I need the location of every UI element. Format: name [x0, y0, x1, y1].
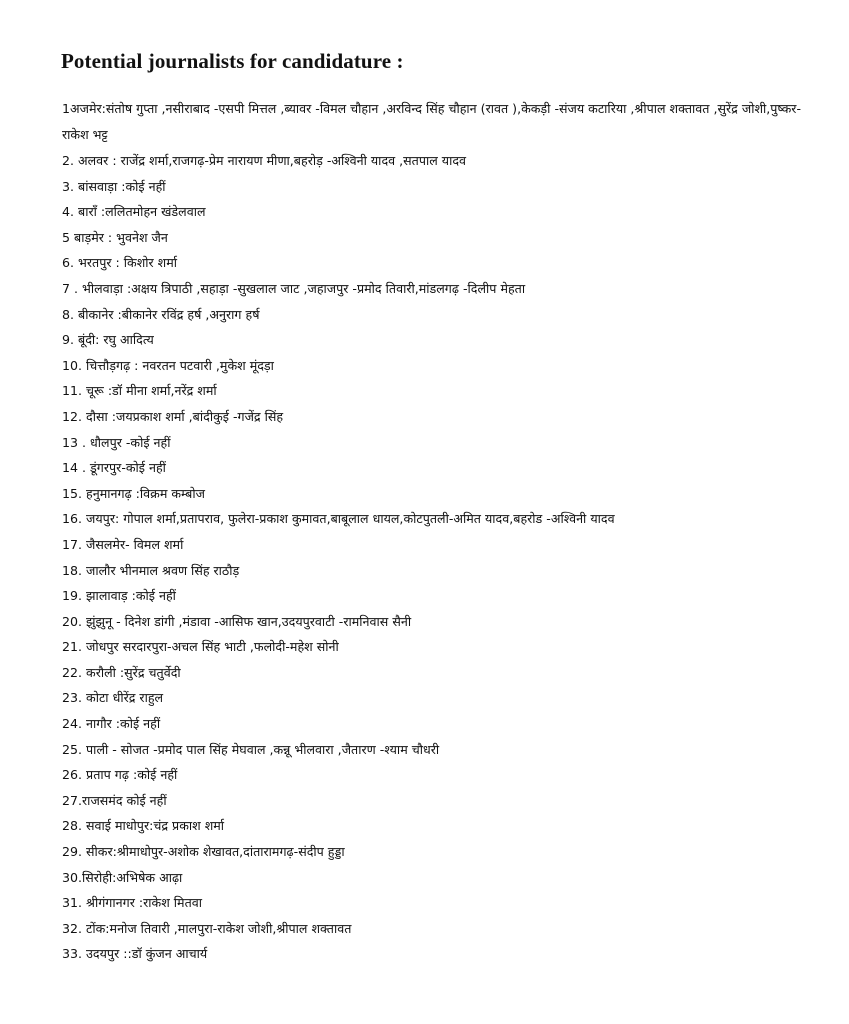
list-item: 24. नागौर :कोई नहीं — [62, 716, 161, 732]
list-item: 8. बीकानेर :बीकानेर रविंद्र हर्ष ,अनुराग हर्ष — [62, 306, 260, 322]
document-title: Potential journalists for candidature : — [61, 49, 404, 73]
list-item: 25. पाली - सोजत -प्रमोद पाल सिंह मेघवाल ,कन्नू भीलवारा ,जैतारण -श्याम चौधरी — [62, 741, 440, 757]
list-item: 23. कोटा धीरेंद्र राहुल — [62, 690, 164, 706]
list-item: 32. टोंक:मनोज तिवारी ,मालपुरा-राकेश जोशी,श्रीपाल शक्तावत — [62, 920, 352, 936]
candidate-list — [62, 96, 822, 967]
list-item: 13 . धौलपुर -कोई नहीं — [62, 434, 171, 450]
list-item: 18. जालौर भीनमाल श्रवण सिंह राठौड़ — [62, 562, 240, 578]
list-item: 30.सिरोही:अभिषेक आढ़ा — [62, 869, 183, 885]
list-item: 21. जोधपुर सरदारपुरा-अचल सिंह भाटी ,फलोदी-महेश सोनी — [62, 639, 339, 655]
list-item: 16. जयपुर: गोपाल शर्मा,प्रतापराव, फुलेरा-प्रकाश कुमावत,बाबूलाल धायल,कोटपुतली-अमित यादव,बहरोड -अश्विनी यादव — [62, 511, 615, 527]
list-item: 9. बूंदी: रघु आदित्य — [62, 332, 154, 348]
list-item: 7 . भीलवाड़ा :अक्षय त्रिपाठी ,सहाड़ा -सुखलाल जाट ,जहाजपुर -प्रमोद तिवारी,मांडलगढ़ -दिलीप मेहता — [62, 280, 526, 296]
list-item: 15. हनुमानगढ़ :विक्रम कम्बोज — [62, 485, 205, 501]
list-item: 3. बांसवाड़ा :कोई नहीं — [62, 178, 166, 194]
list-item: 11. चूरू :डॉ मीना शर्मा,नरेंद्र शर्मा — [62, 383, 217, 399]
list-item: 10. चित्तौड़गढ़ : नवरतन पटवारी ,मुकेश मूंदड़ा — [62, 357, 274, 373]
list-item: 1अजमेर:संतोष गुप्ता ,नसीराबाद -एसपी मित्तल ,ब्यावर -विमल चौहान ,अरविन्द सिंह चौहान (रावत ),केकड़ी -संजय कटारिया ,श्रीपाल शक्तावत ,सुरेंद्र जोशी,पुष्कर-राकेश भट्ट — [62, 101, 801, 142]
list-item: 14 . डूंगरपुर-कोई नहीं — [62, 460, 166, 476]
list-item: 33. उदयपुर ::डॉ कुंजन आचार्य — [62, 946, 208, 962]
list-item: 22. करौली :सुरेंद्र चतुर्वेदी — [62, 664, 181, 680]
list-item: 20. झुंझुनू - दिनेश डांगी ,मंडावा -आसिफ खान,उदयपुरवाटी -रामनिवास सैनी — [62, 613, 412, 629]
list-item: 2. अलवर : राजेंद्र शर्मा,राजगढ़-प्रेम नारायण मीणा,बहरोड़ -अश्विनी यादव ,सतपाल यादव — [62, 153, 467, 168]
list-item: 28. सवाई माधोपुर:चंद्र प्रकाश शर्मा — [62, 818, 225, 834]
list-item: 31. श्रीगंगानगर :राकेश मितवा — [62, 895, 203, 911]
list-item: 17. जैसलमेर- विमल शर्मा — [62, 536, 184, 552]
list-item: 5 बाड़मेर : भुवनेश जैन — [62, 229, 168, 245]
list-item: 27.राजसमंद कोई नहीं — [62, 792, 167, 808]
list-item: 29. सीकर:श्रीमाधोपुर-अशोक शेखावत,दांतारामगढ़-संदीप हुड्डा — [62, 844, 345, 860]
list-item: 4. बाराँ :ललितमोहन खंडेलवाल — [62, 204, 206, 220]
list-item: 26. प्रताप गढ़ :कोई नहीं — [62, 767, 178, 783]
list-item: 6. भरतपुर : किशोर शर्मा — [62, 255, 178, 271]
list-item: 19. झालावाड़ :कोई नहीं — [62, 588, 176, 604]
list-item: 12. दौसा :जयप्रकाश शर्मा ,बांदीकुई -गजेंद्र सिंह — [62, 408, 284, 424]
